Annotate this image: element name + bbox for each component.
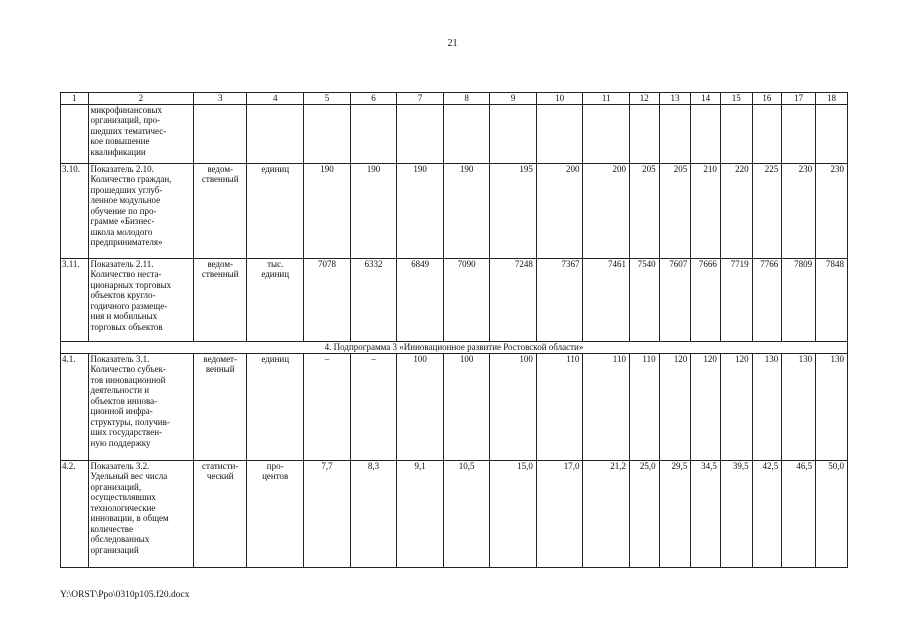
- value-cell: 7,7: [304, 461, 351, 568]
- subprogram-heading: 4. Подпрограмма 3 «Инновационное развитие Ростовской области»: [61, 342, 848, 354]
- value-cell: 7809: [782, 259, 816, 342]
- value-cell: 225: [752, 164, 782, 259]
- table-row: [61, 259, 848, 342]
- value-cell: 120: [720, 354, 752, 461]
- value-cell: [304, 105, 351, 164]
- column-number-15: 15: [720, 93, 752, 105]
- value-cell: 7248: [490, 259, 537, 342]
- value-cell: [397, 105, 444, 164]
- row-number: [61, 105, 89, 164]
- value-cell: 130: [782, 354, 816, 461]
- value-cell: 210: [691, 164, 721, 259]
- value-cell: 7848: [816, 259, 848, 342]
- value-cell: 6332: [350, 259, 397, 342]
- value-cell: 39,5: [720, 461, 752, 568]
- value-cell: 100: [490, 354, 537, 461]
- value-cell: 110: [536, 354, 583, 461]
- column-number-8: 8: [443, 93, 490, 105]
- value-cell: 21,2: [583, 461, 630, 568]
- column-number-9: 9: [490, 93, 537, 105]
- value-cell: 7607: [659, 259, 691, 342]
- indicator-name: Показатель 2.10. Количество граждан, прошедших углуб- ленное модульное обучение по про- грамме «Бизнес- школа молодого предпринимателя»: [88, 164, 194, 259]
- value-cell: 29,5: [659, 461, 691, 568]
- value-cell: [691, 105, 721, 164]
- value-cell: 10,5: [443, 461, 490, 568]
- indicator-type: статисти- ческий: [194, 461, 247, 568]
- value-cell: 100: [443, 354, 490, 461]
- value-cell: 230: [782, 164, 816, 259]
- table-header-row: [61, 93, 848, 105]
- value-cell: [720, 105, 752, 164]
- value-cell: 7461: [583, 259, 630, 342]
- value-cell: 17,0: [536, 461, 583, 568]
- value-cell: 7090: [443, 259, 490, 342]
- column-number-10: 10: [536, 93, 583, 105]
- indicator-type: ведом- ственный: [194, 259, 247, 342]
- unit-of-measure: единиц: [247, 354, 304, 461]
- value-cell: 200: [583, 164, 630, 259]
- subprogram-heading-row: [61, 342, 848, 354]
- value-cell: 25,0: [629, 461, 659, 568]
- value-cell: [782, 105, 816, 164]
- unit-of-measure: [247, 105, 304, 164]
- column-number-18: 18: [816, 93, 848, 105]
- value-cell: 200: [536, 164, 583, 259]
- unit-of-measure: тыс. единиц: [247, 259, 304, 342]
- value-cell: 50,0: [816, 461, 848, 568]
- row-number: 3.10.: [61, 164, 89, 259]
- value-cell: 205: [629, 164, 659, 259]
- column-number-3: 3: [194, 93, 247, 105]
- value-cell: 110: [583, 354, 630, 461]
- value-cell: 8,3: [350, 461, 397, 568]
- indicator-name: Показатель 3.1. Количество субъек- тов инновационной деятельности и объектов иннова- ционной инфра- структуры, получив- ших государствен- ную поддержку: [88, 354, 194, 461]
- column-number-5: 5: [304, 93, 351, 105]
- value-cell: –: [304, 354, 351, 461]
- column-number-17: 17: [782, 93, 816, 105]
- value-cell: 46,5: [782, 461, 816, 568]
- value-cell: 7078: [304, 259, 351, 342]
- indicator-type: ведомет- венный: [194, 354, 247, 461]
- row-number: 4.2.: [61, 461, 89, 568]
- value-cell: [659, 105, 691, 164]
- value-cell: 120: [691, 354, 721, 461]
- value-cell: 190: [304, 164, 351, 259]
- value-cell: 9,1: [397, 461, 444, 568]
- column-number-12: 12: [629, 93, 659, 105]
- indicators-table: [60, 92, 848, 568]
- value-cell: 7540: [629, 259, 659, 342]
- value-cell: [816, 105, 848, 164]
- value-cell: [443, 105, 490, 164]
- indicator-name: Показатель 2.11. Количество неста- ционарных торговых объектов кругло- годичного размеще- ния и мобильных торговых объектов: [88, 259, 194, 342]
- row-number: 4.1.: [61, 354, 89, 461]
- unit-of-measure: единиц: [247, 164, 304, 259]
- value-cell: 7719: [720, 259, 752, 342]
- value-cell: 120: [659, 354, 691, 461]
- value-cell: 42,5: [752, 461, 782, 568]
- value-cell: 100: [397, 354, 444, 461]
- indicator-name: Показатель 3.2. Удельный вес числа организаций, осуществлявших технологические инновации, в общем количестве обследованных организаций: [88, 461, 194, 568]
- value-cell: 7666: [691, 259, 721, 342]
- value-cell: [350, 105, 397, 164]
- column-number-2: 2: [88, 93, 194, 105]
- column-number-13: 13: [659, 93, 691, 105]
- value-cell: [629, 105, 659, 164]
- value-cell: 195: [490, 164, 537, 259]
- table-row: [61, 164, 848, 259]
- indicator-type: ведом- ственный: [194, 164, 247, 259]
- value-cell: 7367: [536, 259, 583, 342]
- column-number-4: 4: [247, 93, 304, 105]
- value-cell: 6849: [397, 259, 444, 342]
- column-number-16: 16: [752, 93, 782, 105]
- column-number-11: 11: [583, 93, 630, 105]
- value-cell: 34,5: [691, 461, 721, 568]
- value-cell: 190: [443, 164, 490, 259]
- unit-of-measure: про- центов: [247, 461, 304, 568]
- value-cell: [752, 105, 782, 164]
- value-cell: 130: [752, 354, 782, 461]
- value-cell: 110: [629, 354, 659, 461]
- table-row: [61, 461, 848, 568]
- value-cell: –: [350, 354, 397, 461]
- column-number-1: 1: [61, 93, 89, 105]
- indicator-type: [194, 105, 247, 164]
- value-cell: 220: [720, 164, 752, 259]
- value-cell: 7766: [752, 259, 782, 342]
- value-cell: 190: [350, 164, 397, 259]
- value-cell: [490, 105, 537, 164]
- table-row: [61, 354, 848, 461]
- page-number: 21: [447, 38, 458, 49]
- column-number-7: 7: [397, 93, 444, 105]
- column-number-6: 6: [350, 93, 397, 105]
- value-cell: 15,0: [490, 461, 537, 568]
- value-cell: 190: [397, 164, 444, 259]
- value-cell: 230: [816, 164, 848, 259]
- row-number: 3.11.: [61, 259, 89, 342]
- value-cell: [536, 105, 583, 164]
- value-cell: 130: [816, 354, 848, 461]
- value-cell: 205: [659, 164, 691, 259]
- value-cell: [583, 105, 630, 164]
- column-number-14: 14: [691, 93, 721, 105]
- footer-file-path: Y:\ORST\Ppo\0310p105.f20.docx: [60, 590, 190, 600]
- table-row: [61, 105, 848, 164]
- indicator-name: микрофинансовых организаций, про- шедших тематичес- кое повышение квалификации: [88, 105, 194, 164]
